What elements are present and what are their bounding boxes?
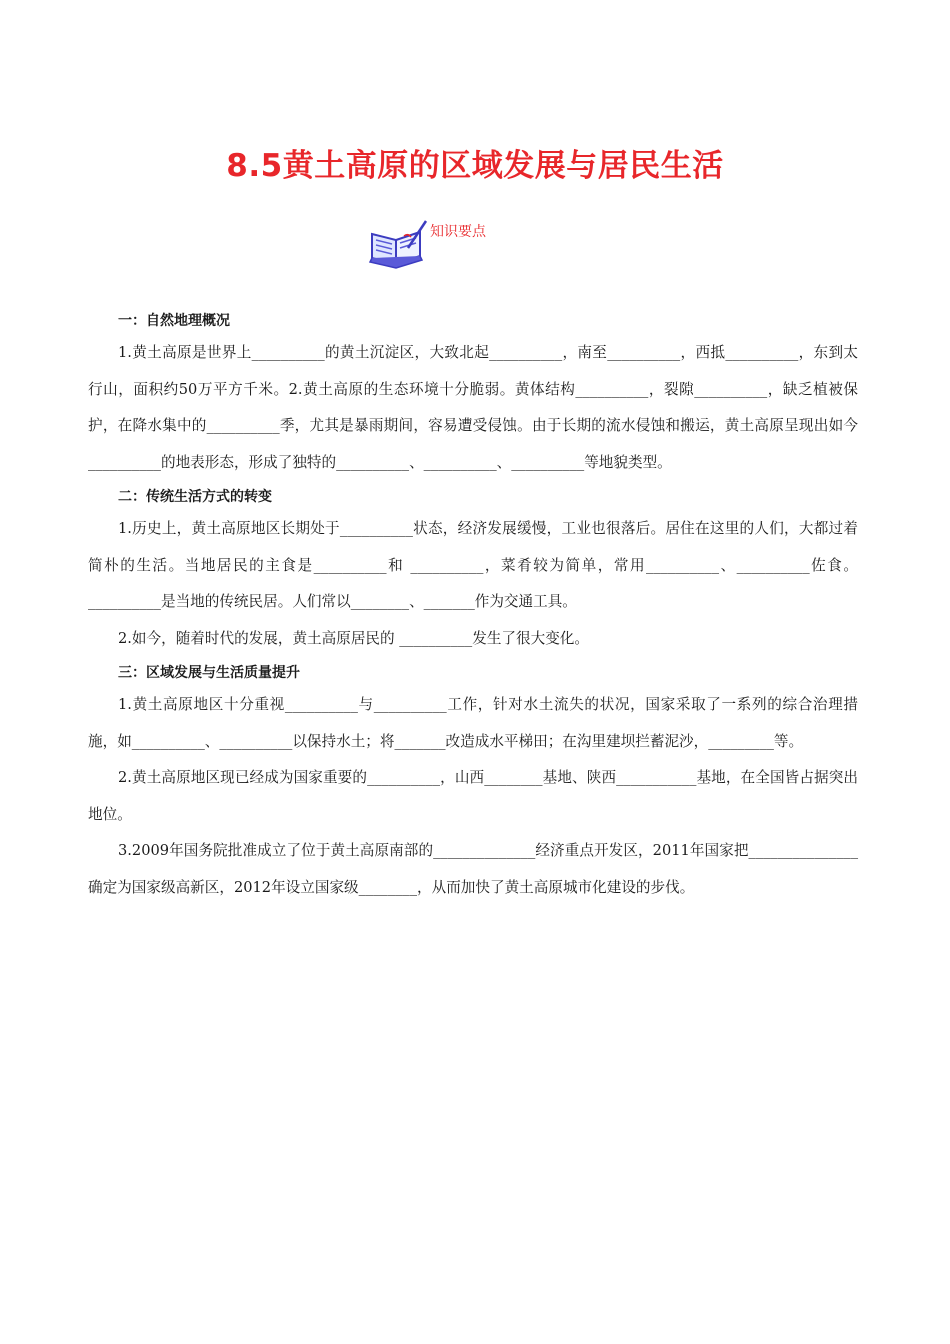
page-title: 8.5黄土高原的区域发展与居民生活: [226, 148, 724, 184]
paragraph: 1.黄土高原是世界上__________的黄土沉淀区，大致北起__________，南至__________，西抵__________，东到太行山，面积约50万平方千米。2.黄土高原的生态环境十分脆弱。黄体结构__________，裂隙__________，缺乏植被保护，在降水集中的__________季，尤其是暴雨期间，容易遭受侵蚀。由于长期的流水侵蚀和搬运，黄土高原呈现出如今__________的地表形态，形成了独特的__________、__________、__________等地貌类型。: [88, 344, 858, 471]
section-regional-development: [88, 659, 858, 906]
paragraph: 1.黄土高原地区十分重视__________与__________工作，针对水土流失的状况，国家采取了一系列的综合治理措施，如__________、__________以保持水土；将_______改造成水平梯田；在沟里建坝拦蓄泥沙，_________等。: [88, 696, 858, 750]
knowledge-points-badge: [368, 218, 528, 270]
section-traditional-life: [88, 483, 858, 657]
badge-label: 知识要点: [430, 224, 486, 240]
paragraph: 2.黄土高原地区现已经成为国家重要的__________，山西________基地、陕西___________基地，在全国皆占据突出地位。: [88, 769, 858, 823]
paragraph: 1.历史上，黄土高原地区长期处于__________状态，经济发展缓慢，工业也很落后。居住在这里的人们，大都过着简朴的生活。当地居民的主食是__________和 __________，菜肴较为简单，常用__________、__________佐食。__________是当地的传统民居。人们常以________、_______作为交通工具。: [88, 520, 858, 610]
document-body: [88, 305, 858, 906]
paragraph: 2.如今，随着时代的发展，黄土高原居民的 __________发生了很大变化。: [118, 629, 589, 647]
paragraph: 3.2009年国务院批准成立了位于黄土高原南部的______________经济重点开发区，2011年国家把_______________确定为国家级高新区，2012年设立国家级________，从而加快了黄土高原城市化建设的步伐。: [88, 842, 858, 896]
section-heading: 三：区域发展与生活质量提升: [118, 665, 300, 681]
open-book-icon: [368, 218, 428, 270]
section-natural-geography: [88, 307, 858, 481]
section-heading: 一：自然地理概况: [118, 313, 230, 329]
section-heading: 二：传统生活方式的转变: [118, 489, 272, 505]
